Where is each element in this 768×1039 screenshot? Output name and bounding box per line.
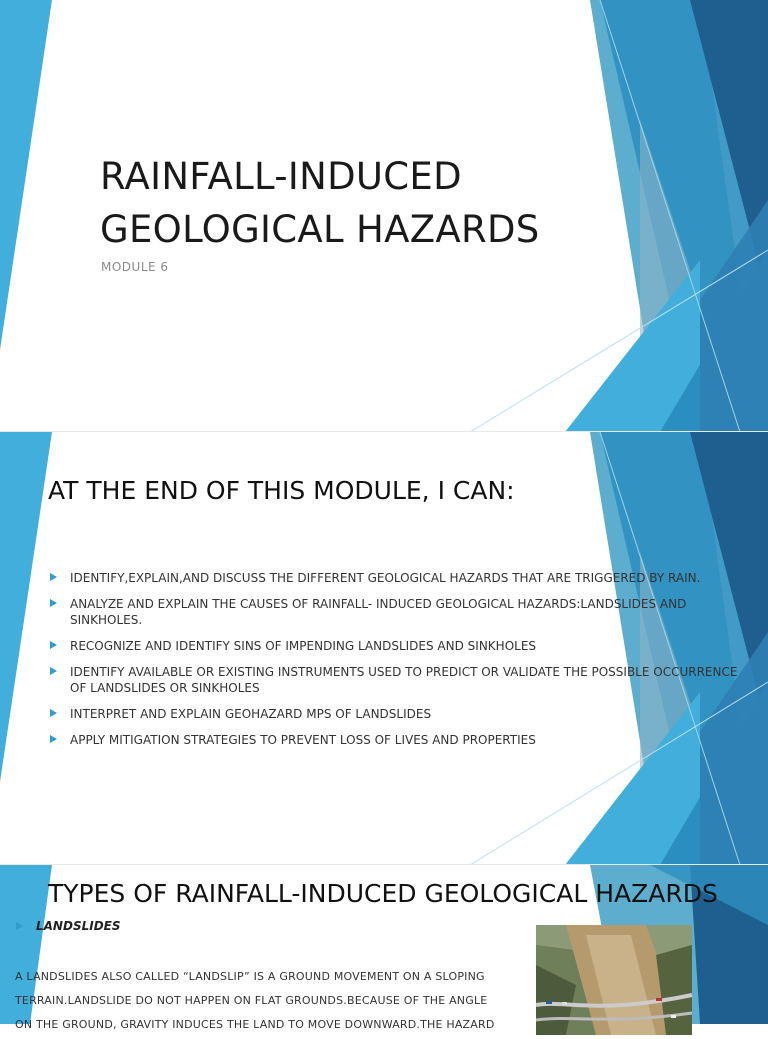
list-item-text: APPLY MITIGATION STRATEGIES TO PREVENT LOSS OF LIVES AND PROPERTIES <box>70 733 536 747</box>
slide-title: AT THE END OF THIS MODULE, I CAN: <box>48 476 515 505</box>
list-item-label: LANDSLIDES <box>36 919 121 933</box>
list-item <box>48 732 748 748</box>
list-item <box>48 638 748 654</box>
list-item <box>48 706 748 722</box>
slide-title <box>100 150 540 256</box>
landslide-definition: A LANDSLIDES ALSO CALLED “LANDSLIP” IS A GROUND MOVEMENT ON A SLOPING TERRAIN.LANDSLIDE DO NOT HAPPEN ON FLAT GROUNDS.BECAUSE OF THE ANGLE ON THE GROUND, GRAVITY INDUCES THE LAND TO MOVE DOWNWARD.THE HAZARD <box>15 970 495 1031</box>
landslide-photo <box>536 925 692 1035</box>
list-item <box>48 596 748 628</box>
list-item <box>48 570 748 586</box>
slide-title-line-2: GEOLOGICAL HAZARDS <box>100 208 540 251</box>
hazard-types-slide <box>0 865 768 1031</box>
bullet-arrow-icon <box>50 709 57 717</box>
bullet-arrow-icon <box>50 641 57 649</box>
slide-subtitle: MODULE 6 <box>101 260 169 274</box>
bullet-arrow-icon <box>16 922 23 930</box>
bullet-arrow-icon <box>50 667 57 675</box>
bullet-arrow-icon <box>50 599 57 607</box>
objectives-slide <box>0 432 768 865</box>
title-slide <box>0 0 768 432</box>
list-item-text: IDENTIFY AVAILABLE OR EXISTING INSTRUMENTS USED TO PREDICT OR VALIDATE THE POSSIBLE OCCURRENCE OF LANDSLIDES OR SINKHOLES <box>70 665 738 695</box>
bullet-arrow-icon <box>50 735 57 743</box>
bullet-arrow-icon <box>50 573 57 581</box>
list-item-text: RECOGNIZE AND IDENTIFY SINS OF IMPENDING LANDSLIDES AND SINKHOLES <box>70 639 537 653</box>
list-item <box>48 664 748 696</box>
slide-title-line-1: RAINFALL-INDUCED <box>100 155 462 198</box>
list-item-text: IDENTIFY,EXPLAIN,AND DISCUSS THE DIFFERENT GEOLOGICAL HAZARDS THAT ARE TRIGGERED BY RAIN. <box>70 571 701 585</box>
slide-title: TYPES OF RAINFALL-INDUCED GEOLOGICAL HAZARDS <box>48 879 718 908</box>
list-item-text: INTERPRET AND EXPLAIN GEOHAZARD MPS OF LANDSLIDES <box>70 707 432 721</box>
objectives-list <box>48 570 748 758</box>
list-item-text: ANALYZE AND EXPLAIN THE CAUSES OF RAINFALL- INDUCED GEOLOGICAL HAZARDS:LANDSLIDES AND SINKHOLES. <box>70 597 687 627</box>
